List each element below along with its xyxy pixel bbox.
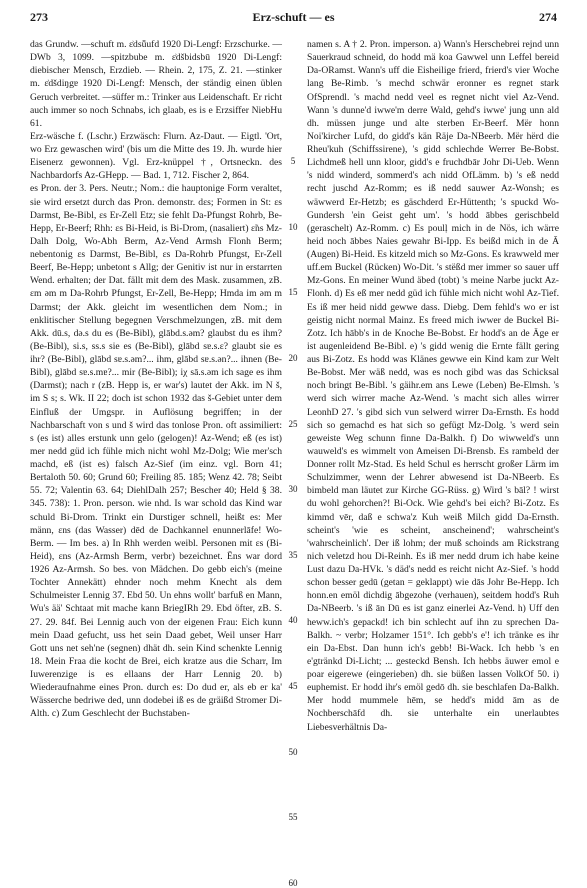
line-number: 10	[288, 222, 298, 232]
left-column	[30, 38, 282, 721]
line-number: 35	[288, 550, 298, 560]
line-number: 40	[288, 615, 298, 625]
right-column	[307, 38, 559, 734]
line-number: 55	[288, 812, 298, 822]
entry-es-continued: namen s. A † 2. Pron. imperson. a) Wann's Herschebrei rejnd unn Sauerkraud schneid, do hodd mä koa Gawwel unn Leffel bereid Da-ORamst. Wann's uff die Eisheilige frierd, frierd's vier Woche lang Be-Rimb. 's mechd schwär eronner es regnet stark OfSprendl. 's machd nedd veel es regnet nicht viel Az-Vend. Wann 's dunne'd iwwe'm derre Wald, gehd's iwwe' jung unn ald dh. müssen junge und alte sterben Er-Beerf. Mër honn Noi'kircher Lufd, do gidd's kän Räje Da-NBeerb. Mër hërd die Rheu'kuh (Schiffssirene), 's gidd schlechde Werrer Be-Bobst. Lichdmeß hell unn kloor, gidd's e fruchdbār Johr Di-Ueb. Wenn 's nidd winderd, sommerd's ach nidd OfLämm. b) 's eß nedd recht juschd Az-Romm; es iß nedd sauwer Az-Wonsh; es wäwwerd Er-Hetzb; es gäschderd Er-Hüttenth; 's spuckd Wo-Gundersh 'ein Geist geht um'. 's hodd ābbes gerischbeld (geraschelt) Az-Romm. c) Es poulḷ mich in de Nös, ich wärre heid noch ābbes Naies gewahr Bi-Ipp. Es beißd mich in de Ā (Augen) Bi-Heid. Es kitzeld mich so Mz-Gons. Es krawweld mer uff.em Buckel (Rücken) Wo-Dit. 's stëßd mer immer so sauer uff Mz-Gons. En meiner Wund äbed (tobt) 's meine Narbe juckt Az-Flonh. d) Es eß mer nedd güd ich fühle mich nicht wohl Az-Tief. Es iß mer heid nidd gewwe dass. Diebg. Dem fehld's wo er ist geistig nicht normal Mainz. Es freed mich iwwer de Buckel Bi-Zotz. Ich hābb's in de Knoche Be-Bobst. Er hodd's an de Äge er ist augenleidend Be-Bibl. e) 's gidd wenig die Ernte fällt gering aus Bi-Zotz. Es hodd was Klänes gewwe ein Kind kam zur Welt Be-Bobst. Mer wäß nedd, was es noch gibd was das Schicksal noch bringt Be-Bibl. 's gäihr.em ans Lewe (Leben) Be-Elmsh. 's werd sich wirrer mache Az-Wend. 's macht sich alles wirrer LeonhD 27. 's gibd sich vun selwerd wirrer Da-Ernsth. Es hodd sich so gemachd es hat sich so gefügt Mz-Dolg. 's werd sein geweiste Weg schunn finne Da-Balkh. f) Do wiwweld's unn wauweld's es wimmelt von Ameisen Di-Brensb. Es rambeld der Donner rollt Mz-Stad. Es held Schul es herrscht großer Lärm im Schulzimmer, wenn der Lehrer abwesend ist Da-NBeerb. Es bimbeld man läutet zur Kirche GG-Rüss. g) Wird 's bāl? ! wirst du wohl gehorchen?! Bi-Ock. Wie gehd's bei eich? Bi-Zotz. Es kimmd vēr, daß e schwa'z Kuh weiß Milch gidd Da-Ernsth. scheint's 'wie es scheint, anscheinend'; wahrscheint's 'wahrscheinlich'. Der iß lohm; der muß schoinds am Rickstrang nich veletzd hou Di-Reinh. Es iß mer nedd drum ich habe keine Lust dazu Da-HVk. 's däd's nedd es reicht nicht Az-Sief. 's hodd schon besser gedū (getan = geklappt) wie dās Johr Be-Hepp. Ich honn.en emöl dichdig ābgezohe (verhauen), seitdem hodd's Ruh Da-NBeerb. 's iß ān Dū es ist ganz einerlei Az-Vend. h) Uff den heww.ich's gepackd! ich bin schlecht auf ihn zu sprechen Da-Balkh. ~ verbr; Holzamer 151°. Ich gebb's e'! ich tränke es ihr ein Da-Ebst. Dan hunn ich's gebb! Bi-Wack. Ich hebb 's en e'gtränkd Di-Licht; ... gesteckd Bensh. Ich hebbs äuwer emol e poar eigerewe (eingerieben) dh. sie büßen lassen VolkOf 50. i) euphemist. Er hodd ihr's emöl gedō dh. sie beschlafen Da-Balkh. Mer hodd mummele hēm, se hedd's midd ām as de Nochberschāfd dh. sie unterhalte ein unerlaubtes Liebesverhältnis Da-	[307, 39, 559, 733]
line-number: 5	[290, 156, 296, 166]
entry-erz-waesche: Erz-wäsche f. (Lschr.) Erzwäsch: Flurn. Az-Daut. — Eigtl. 'Ort, wo Erz gewaschen wird' (bis um die Mitte des 19. Jh. wurde hier Eisenerz gewonnen). Vgl. Erz-knüppel †, Ortsneckn. des Nachbardorfs Az-GHepp. — Bad. 1, 712. Fischer 2, 864.	[30, 130, 282, 182]
line-number: 50	[288, 747, 298, 757]
line-number: 25	[288, 419, 298, 429]
page-header	[0, 0, 587, 32]
line-number: 60	[288, 878, 298, 888]
running-head: Erz-schuft — es	[252, 10, 335, 24]
entry-erz-schuft-continued: das Grundw. —schuft m. ɛ͗dsǖufd 1920 Di-Lengf: Erzschurke. — DWb 3, 1099. —spitzbube m. ɛ͗dšbidsbū 1920 Di-Lengf: diebischer Mensch, Erzdieb. — Rhein. 2, 175, Z. 21. —stinker m. ɛ͗dšdiŋgɐ 1920 Di-Lengf: Mensch, der ständig einen üblen Geruch verbreitet. —süffer m.: Trinker aus Leidenschaft. Er richt auch immer so noch Schnabs, ich glaab, es is e Erzsiffer NiebHu 61.	[30, 39, 282, 129]
entry-es: es Pron. der 3. Pers. Neutr.; Nom.: die hauptonige Form veraltet, sie wird ersetzt durch das Pron. demonstr. dɛs; Formen in St: ɛs Darmst, Be-Bibl, ɛs Er-Zell Etz; sie fehlt Da-Pfungst Rohrb, Be-Hepp, Er-Beerf; Rhh: ɛs Bi-Heid, is Bi-Drom, (nasaliert) ɛ̃ns Mz-Dalh Dolg, Wo-Abh Berm, Az-Vend Armsh Flonh Berm; nebentonig ɛs Darmst, Be-Bibl, ɛs Da-Rohrb Pfungst, Er-Zell Beerf, Be-Hepp; unbetont s Allg; der Genitiv ist nur in erstarrten Wend. erhalten; der Dat. fällt mit dem des Mask. zusammen, zB. ɛm əm m Da-Rohrb Pfungst, Er-Zell, Be-Hepp; Hmda im əm m Darmst; der Akk. gleicht im wesentlichen dem Nom.; in enklitischer Stellung begegnen Verschmelzungen, zB. mit dem Akk. dū.s, də.s du es (Be-Bibl), glābd.s.əm? glaubst du es ihm? (Be-Bibl), si.s, ss.s sie es (Be-Bibl), glābd sɐ.s.ɛ? glaubt sie es ihr? (Be-Bibl), glābd sɐ.s.əm?... ihm, glābd sɐ.s.ən?... ihnen (Be-Bibl), glābd sɐ.s.mɐ?... mir (Be-Bibl); iχ sā.s.əm ich sage es ihm (Darmst); nach r (zB. Hepp is, er war's) lautet der Akk. im N š, im S s; s. Wk. II 22; doch ist schon 1932 das š-Gebiet unter dem Einfluß der Umgspr. in Auflösung begriffen; in der Nachbarschaft von s und š wird das tonlose Pron. oft assimiliert: s (es ist) alles erstunk unn gelo (gelogen)! Az-Wend; eß (es ist) mer nedd güd ich fühle mich nicht wohl Mz-Dolg; Wie mer'sch machd, eß (ist es) falsch Az-Sief (im einz. vgl. Born 41; Bertaloth 50. 60; Grund 60; Freiling 85. 185; Wenz 42. 78; Seibt 55. 72; Valentin 63. 64; DiehlDalh 257; Bescher 40; Held § 38. 345. 738): 1. Pron. person. wie nhd. Is war schold das Kind war schuld Bi-Drom. Trinkt ein Durstiger schnell, heißt es: Mer männ, ɛns (das Wasser) dēd de Dachkannel enunnerlāfe! Wo-Berm. — Im bes. a) In Rhh werden weibl. Personen mit ɛs (Bi-Heid), ɛns (Az-Armsh Berm, verbr) bezeichnet. Ëns war dord 1926 Az-Armsh. So bes. von Mädchen. Do gebb eich's (meine Tochter Annekätt) ehnder noch mehm Knecht als dem Schulmeister Lennig 37. Ebd 50. Un ehns wollt' barfuß en Mann, Wu's ää' Schtaat mit mache kann BriegIRh 29. Ebd öfter, zB. S. 27. 29. 84f. Bei Lennig auch von der eigenen Frau: Eich kunn mein Daad gefucht, uss het sein Daad gebet, Weil unser Harr Gott uns net seh'ne (segnen) dhät dh. sein Kind schenkte Lennig 18. Mein Fraa die kocht de Brei, eich kratze aus die Scharr, Im Iuwerenzige is es ellaans der Harr Lennig 20. b) Wiederaufnahme eines Pron. durch es: Do dud er, als eb er ka' Wässerche bedriwe ded, unn dodebei iß es de gräißd Stromer Di-Alth. c) Zum Geschlecht der Buchstaben-	[30, 183, 282, 720]
page-number-right: 274	[539, 10, 557, 24]
line-number: 20	[288, 353, 298, 363]
line-number: 15	[288, 287, 298, 297]
line-number: 45	[288, 681, 298, 691]
page-number-left: 273	[30, 10, 48, 24]
line-number: 30	[288, 484, 298, 494]
